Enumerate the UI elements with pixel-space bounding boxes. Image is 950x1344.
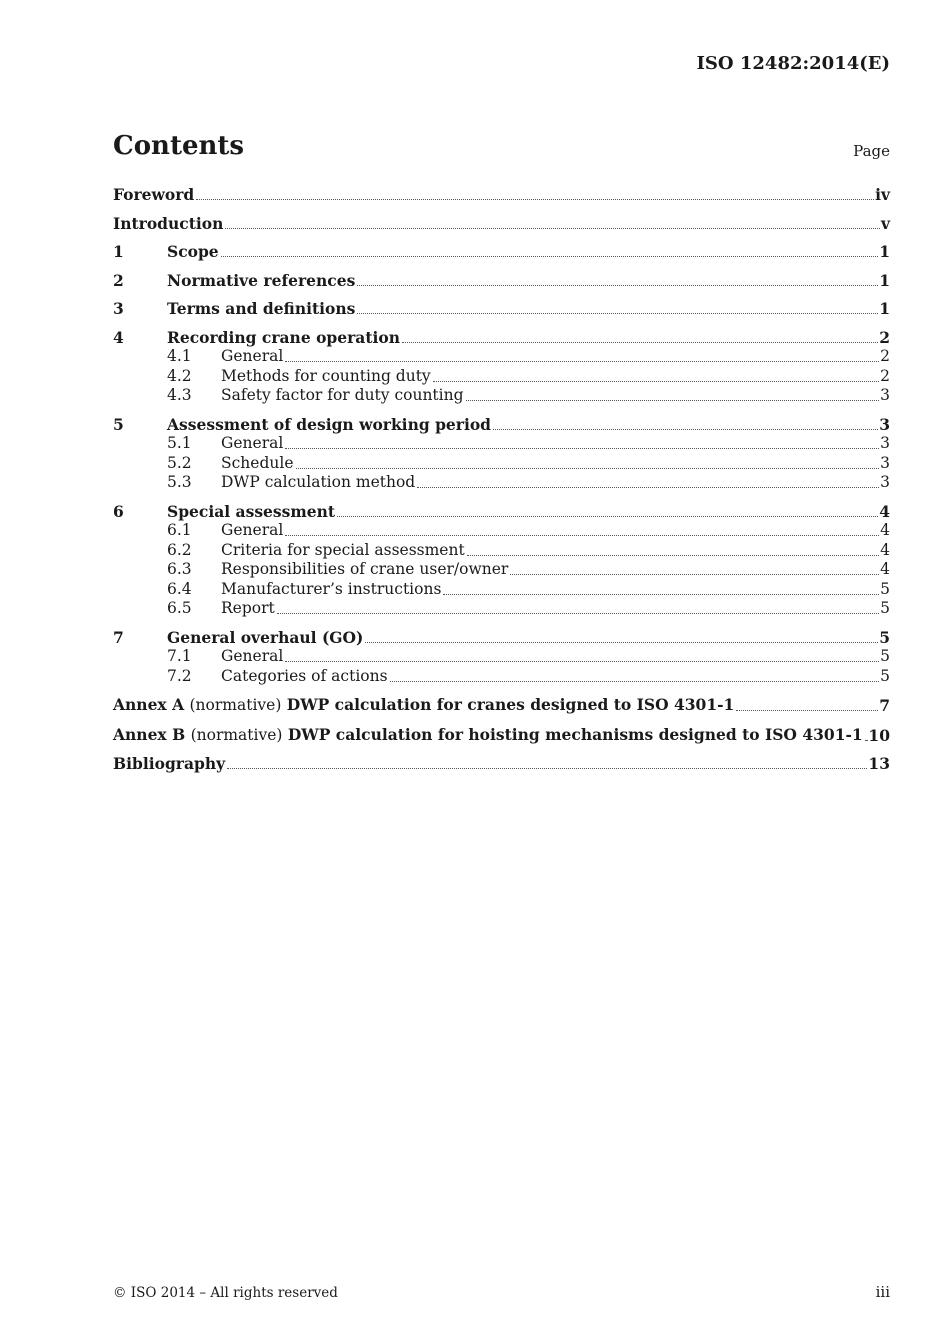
- toc-entry-title-group: [221, 434, 283, 453]
- toc-entry[interactable]: [113, 271, 890, 290]
- toc-entry-page: 4: [880, 540, 890, 559]
- toc-entry-number: 6.5: [167, 599, 192, 617]
- toc-entry-title-group: [221, 667, 388, 686]
- dot-leader: [466, 399, 880, 401]
- toc-subentry[interactable]: [113, 473, 890, 492]
- toc-entry-title: Responsibilities of crane user/owner: [221, 560, 509, 578]
- toc-entry-page: 1: [879, 299, 890, 318]
- toc-entry-title: General: [221, 521, 284, 539]
- toc-entry-number: 5.1: [167, 434, 192, 452]
- toc-entry-page: 3: [880, 473, 890, 491]
- toc-entry-title-group: [221, 454, 294, 473]
- toc-entry-page: 5: [880, 599, 890, 617]
- toc-entry-title-group: [167, 299, 355, 318]
- toc-entry-title-group: [167, 628, 363, 647]
- toc-entry-title-group: [221, 367, 431, 386]
- toc-entry-title-group: [167, 415, 491, 434]
- toc-entry[interactable]: [113, 299, 890, 318]
- toc-entry-page: 2: [879, 327, 890, 347]
- toc-entry-title-group: [221, 386, 464, 405]
- toc-entry-page: 3: [879, 414, 890, 434]
- toc-entry-number: 5.3: [167, 473, 192, 491]
- toc-entry[interactable]: [113, 185, 890, 204]
- dot-leader: [221, 255, 879, 257]
- contents-heading: Contents: [113, 131, 245, 161]
- toc-entry-number: 3: [113, 299, 124, 318]
- toc-entry-title: Foreword: [113, 185, 195, 204]
- document-id: ISO 12482:2014(E): [696, 53, 890, 74]
- toc-entry-number: 4: [113, 327, 124, 347]
- toc-entry-number: 5.2: [167, 453, 192, 472]
- toc-annex-status: (normative): [190, 725, 283, 744]
- toc-entry-title-group: [221, 541, 465, 560]
- toc-entry-page: 3: [880, 453, 890, 472]
- dot-leader: [736, 709, 878, 711]
- toc-subentry[interactable]: [113, 667, 890, 686]
- toc-annex-status: (normative): [189, 696, 282, 714]
- dot-leader: [196, 198, 874, 200]
- toc-subentry[interactable]: [113, 434, 890, 453]
- page-number: iii: [875, 1283, 890, 1301]
- toc-entry-number: 4.3: [167, 386, 192, 404]
- toc-entry-title: Bibliography: [113, 754, 226, 773]
- toc-entry-title: Special assessment: [167, 501, 336, 521]
- toc-entry-page: 4: [880, 560, 890, 578]
- dot-leader: [296, 467, 880, 469]
- toc-entry-page: v: [880, 213, 890, 233]
- toc-entry-title: General: [221, 434, 284, 452]
- toc-entry-title-group: [113, 695, 734, 715]
- toc-subentry[interactable]: [113, 454, 890, 473]
- toc-subentry[interactable]: [113, 367, 890, 386]
- dot-leader: [285, 660, 879, 662]
- toc-entry-number: 4.1: [167, 347, 192, 365]
- dot-leader: [365, 641, 878, 643]
- toc-entry[interactable]: [113, 695, 890, 715]
- toc-entry-page: 2: [880, 347, 890, 365]
- toc-entry-title-group: [113, 185, 194, 204]
- toc-entry-page: 1: [879, 270, 890, 290]
- toc-entry-page: 7: [879, 696, 890, 715]
- table-of-contents: [113, 185, 890, 773]
- dot-leader: [277, 612, 879, 614]
- toc-annex-label: Annex B: [113, 724, 186, 744]
- toc-entry-number: 6.3: [167, 560, 192, 578]
- toc-entry[interactable]: [113, 628, 890, 647]
- toc-entry-title-group: [113, 214, 223, 233]
- toc-entry-number: 7: [113, 627, 124, 647]
- toc-entry[interactable]: [113, 242, 890, 261]
- toc-entry-page: 3: [880, 386, 890, 404]
- dot-leader: [357, 312, 878, 314]
- toc-entry-title-group: [221, 599, 275, 618]
- toc-entry-page: 10: [868, 725, 890, 745]
- dot-leader: [227, 767, 867, 769]
- toc-entry-title: Recording crane operation: [167, 327, 400, 347]
- toc-entry-title-group: [113, 725, 863, 745]
- toc-entry-page: 5: [880, 666, 890, 685]
- toc-subentry[interactable]: [113, 560, 890, 579]
- toc-entry-title: Manufacturer’s instructions: [221, 579, 442, 598]
- dot-leader: [510, 573, 879, 575]
- toc-entry-title: Introduction: [113, 213, 224, 233]
- toc-entry-number: 2: [113, 270, 124, 290]
- toc-entry-number: 7.2: [167, 666, 192, 685]
- toc-entry[interactable]: [113, 415, 890, 434]
- toc-entry-title-group: [221, 647, 283, 666]
- toc-entry-title: Criteria for special assessment: [221, 540, 465, 559]
- toc-entry-number: 4.2: [167, 366, 192, 385]
- toc-entry-title: General: [221, 647, 284, 665]
- dot-leader: [417, 486, 879, 488]
- dot-leader: [285, 447, 879, 449]
- toc-entry-page: 1: [879, 242, 890, 261]
- toc-annex-label: Annex A: [113, 695, 185, 714]
- toc-entry-title-group: [113, 754, 225, 773]
- toc-entry-page: 3: [880, 434, 890, 452]
- dot-leader: [390, 680, 880, 682]
- toc-subentry[interactable]: [113, 386, 890, 405]
- toc-entry-page: 13: [868, 754, 890, 773]
- toc-entry-title-group: [167, 328, 400, 347]
- toc-subentry[interactable]: [113, 647, 890, 666]
- dot-leader: [865, 739, 868, 741]
- toc-entry-page: 4: [880, 521, 890, 539]
- toc-entry-title-group: [221, 521, 283, 540]
- dot-leader: [467, 554, 879, 556]
- toc-entry-title-group: [167, 242, 219, 261]
- toc-subentry[interactable]: [113, 541, 890, 560]
- dot-leader: [443, 593, 879, 595]
- toc-entry[interactable]: [113, 502, 890, 521]
- toc-entry-title-group: [167, 271, 355, 290]
- toc-entry-title: General: [221, 347, 284, 365]
- toc-entry-page: iv: [875, 185, 890, 204]
- toc-entry-title-group: [221, 560, 508, 579]
- toc-entry-title-group: [167, 502, 335, 521]
- toc-entry-title: Schedule: [221, 453, 294, 472]
- toc-entry[interactable]: [113, 754, 890, 773]
- copyright-notice: © ISO 2014 – All rights reserved: [113, 1285, 338, 1301]
- toc-entry-title: Safety factor for duty counting: [221, 386, 464, 404]
- toc-entry-title: Assessment of design working period: [167, 414, 492, 434]
- dot-leader: [433, 380, 879, 382]
- toc-subentry[interactable]: [113, 521, 890, 540]
- toc-entry-title-group: [221, 473, 415, 492]
- toc-subentry[interactable]: [113, 580, 890, 599]
- toc-entry-title: Methods for counting duty: [221, 366, 431, 385]
- toc-entry-number: 6: [113, 501, 124, 521]
- toc-entry-title: Terms and definitions: [167, 299, 356, 318]
- dot-leader: [285, 360, 879, 362]
- toc-entry[interactable]: [113, 214, 890, 233]
- toc-entry-page: 5: [879, 627, 890, 647]
- toc-entry-page: 2: [880, 366, 890, 385]
- dot-leader: [225, 227, 880, 229]
- toc-entry-number: 7.1: [167, 647, 192, 665]
- toc-entry-title: General overhaul (GO): [167, 627, 364, 647]
- toc-entry-title: Normative references: [167, 270, 356, 290]
- toc-subentry[interactable]: [113, 599, 890, 618]
- toc-entry-page: 5: [880, 579, 890, 598]
- dot-leader: [357, 284, 878, 286]
- toc-entry-title-group: [221, 347, 283, 366]
- toc-entry-title: Report: [221, 599, 275, 617]
- toc-entry-number: 5: [113, 414, 124, 434]
- toc-entry-title: DWP calculation for cranes designed to ISO 4301-1: [286, 695, 735, 714]
- toc-entry-title: Categories of actions: [221, 666, 388, 685]
- toc-entry-title: Scope: [167, 242, 219, 261]
- toc-entry-title: DWP calculation method: [221, 473, 416, 491]
- page-column-label: Page: [853, 142, 890, 160]
- dot-leader: [402, 341, 878, 343]
- dot-leader: [285, 534, 879, 536]
- toc-subentry[interactable]: [113, 347, 890, 366]
- dot-leader: [493, 428, 878, 430]
- toc-entry-page: 5: [880, 647, 890, 665]
- toc-entry-number: 6.2: [167, 540, 192, 559]
- toc-entry-title-group: [221, 580, 441, 599]
- toc-entry-page: 4: [879, 501, 890, 521]
- toc-entry[interactable]: [113, 725, 890, 745]
- toc-entry-number: 6.1: [167, 521, 192, 539]
- toc-entry-title: DWP calculation for hoisting mechanisms designed to ISO 4301-1: [287, 724, 863, 744]
- toc-entry-number: 1: [113, 242, 124, 261]
- toc-entry-number: 6.4: [167, 579, 192, 598]
- toc-entry[interactable]: [113, 328, 890, 347]
- dot-leader: [337, 515, 878, 517]
